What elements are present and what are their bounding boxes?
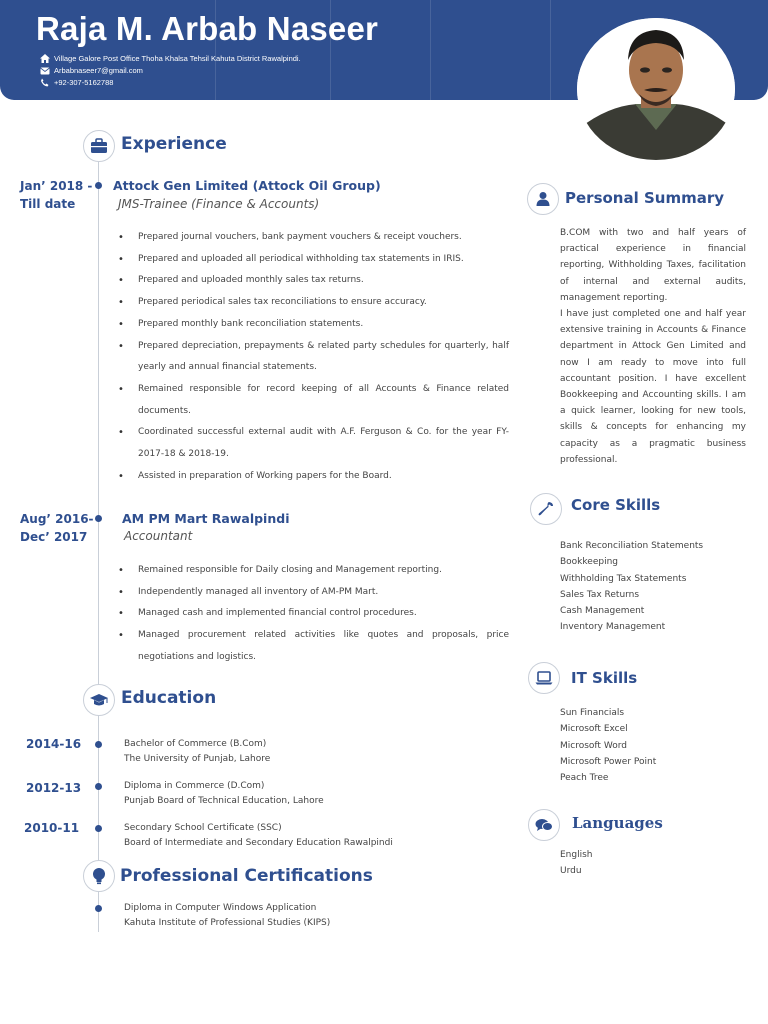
contact-email [40, 66, 143, 75]
section-title-core-skills: Core Skills [571, 496, 661, 514]
bullet-item: • Prepared monthly bank reconciliation statements. [116, 314, 509, 336]
edu-degree: Bachelor of Commerce (B.Com) [124, 739, 267, 749]
certification-entry [124, 901, 330, 930]
edu-entry [124, 737, 270, 766]
it-skills-list [560, 705, 656, 786]
skill-item: Microsoft Word [560, 740, 627, 751]
job-date-start: Aug’ 2016- [20, 512, 94, 526]
timeline-dot [95, 182, 102, 189]
timeline-dot [95, 905, 102, 912]
person-name: Raja M. Arbab Naseer [36, 10, 379, 47]
edu-institution: Punjab Board of Technical Education, Lahore [124, 795, 324, 806]
skill-item: Sun Financials [560, 708, 625, 718]
job-bullets [116, 560, 509, 669]
briefcase-icon [83, 130, 115, 162]
address-text: Village Galore Post Office Thoha Khalsa Tehsil Kahuta District Rawalpindi. [54, 54, 301, 63]
edu-year: 2014-16 [26, 737, 82, 751]
bullet-item: • Remained responsible for record keeping of all Accounts & Finance related documents. [116, 379, 509, 422]
job-date-end: Dec’ 2017 [20, 530, 88, 544]
skill-item: Bank Reconciliation Statements [560, 541, 704, 551]
bullet-item: • Remained responsible for Daily closing and Management reporting. [116, 560, 509, 582]
certification-institution: Kahuta Institute of Professional Studies (KIPS) [124, 917, 331, 928]
edu-entry [124, 821, 393, 850]
section-title-experience: Experience [121, 134, 227, 154]
timeline-line [98, 162, 99, 932]
bullet-item: • Coordinated successful external audit with A.F. Ferguson & Co. for the year FY-2017-18 & 2018-19. [116, 422, 509, 465]
bullet-item: • Prepared journal vouchers, bank payment vouchers & receipt vouchers. [116, 227, 509, 249]
job-role: Accountant [124, 529, 193, 543]
contact-phone [40, 78, 113, 87]
language-item: Urdu [560, 866, 582, 877]
edu-institution: Board of Intermediate and Secondary Education Rawalpindi [124, 837, 393, 848]
summary-text [560, 225, 746, 468]
skill-item: Withholding Tax Statements [560, 573, 687, 584]
edu-degree: Secondary School Certificate (SSC) [124, 823, 282, 833]
language-item: English [560, 850, 593, 860]
speech-bubbles-icon [528, 809, 560, 841]
summary-paragraph: B.COM with two and half years of practical experience in financial reporting, Withholding Taxes, facilitation of internal and external audits, management reporting. [560, 228, 746, 303]
job-bullets [116, 227, 509, 487]
edu-degree: Diploma in Commerce (D.Com) [124, 781, 265, 791]
languages-list [560, 847, 593, 880]
lightbulb-icon [83, 860, 115, 892]
user-icon [527, 183, 559, 215]
job-date [20, 510, 94, 546]
timeline-dot [95, 825, 102, 832]
skill-item: Cash Management [560, 606, 645, 617]
timeline-dot [95, 515, 102, 522]
job-date [20, 177, 92, 213]
phone-text: +92-307-5162788 [54, 78, 114, 87]
section-title-education: Education [121, 688, 217, 708]
summary-paragraph: I have just completed one and half year extensive training in Accounts & Finance department in Attock Gen Limited and now I am ready to move into full accountant position. I have excellent Bookkeeping and Accounting skills. I am a quick learner, looking for new tools, skills & concepts for enhancing my capacity as a pragmatic business professional. [560, 309, 746, 465]
phone-icon [40, 78, 50, 87]
skill-item: Peach Tree [560, 773, 609, 784]
section-title-languages: Languages [572, 814, 663, 832]
job-date-end: Till date [20, 197, 76, 211]
section-title-certifications: Professional Certifications [120, 866, 373, 886]
section-title-it-skills: IT Skills [571, 669, 638, 687]
skill-item: Sales Tax Returns [560, 589, 640, 600]
laptop-icon [528, 662, 560, 694]
edu-entry [124, 779, 324, 808]
bullet-item: • Independently managed all inventory of AM-PM Mart. [116, 582, 509, 604]
bullet-item: • Assisted in preparation of Working papers for the Board. [116, 466, 509, 488]
edu-year: 2010-11 [24, 821, 80, 835]
core-skills-list [560, 538, 703, 636]
home-icon [40, 54, 50, 63]
bullet-item: • Prepared and uploaded monthly sales tax returns. [116, 270, 509, 292]
profile-photo [577, 18, 735, 160]
bullet-item: • Prepared and uploaded all periodical withholding tax statements in IRIS. [116, 249, 509, 271]
skill-item: Microsoft Power Point [560, 756, 657, 767]
bullet-item: • Managed procurement related activities like quotes and proposals, price negotiations and logistics. [116, 625, 509, 668]
header-divider [430, 0, 431, 100]
bullet-item: • Prepared depreciation, prepayments & related party schedules for quarterly, half yearly and annual financial statements. [116, 336, 509, 379]
bullet-item: • Prepared periodical sales tax reconciliations to ensure accuracy. [116, 292, 509, 314]
contact-address [40, 54, 301, 63]
skill-item: Microsoft Excel [560, 724, 628, 735]
mail-icon [40, 66, 50, 75]
skill-item: Inventory Management [560, 622, 666, 633]
job-company: Attock Gen Limited (Attock Oil Group) [113, 178, 381, 193]
certification-name: Diploma in Computer Windows Application [124, 903, 317, 913]
edu-institution: The University of Punjab, Lahore [124, 753, 271, 764]
email-text[interactable]: Arbabnaseer7@gmail.com [54, 66, 143, 75]
job-company: AM PM Mart Rawalpindi [122, 511, 290, 526]
graduation-cap-icon [83, 684, 115, 716]
job-role: JMS-Trainee (Finance & Accounts) [118, 197, 320, 211]
timeline-dot [95, 741, 102, 748]
bullet-item: • Managed cash and implemented financial control procedures. [116, 603, 509, 625]
section-title-summary: Personal Summary [565, 189, 725, 207]
wrench-icon [530, 493, 562, 525]
header-divider [550, 0, 551, 100]
skill-item: Bookkeeping [560, 557, 618, 568]
edu-year: 2012-13 [26, 781, 82, 795]
job-date-start: Jan’ 2018 - [20, 179, 93, 193]
timeline-dot [95, 783, 102, 790]
